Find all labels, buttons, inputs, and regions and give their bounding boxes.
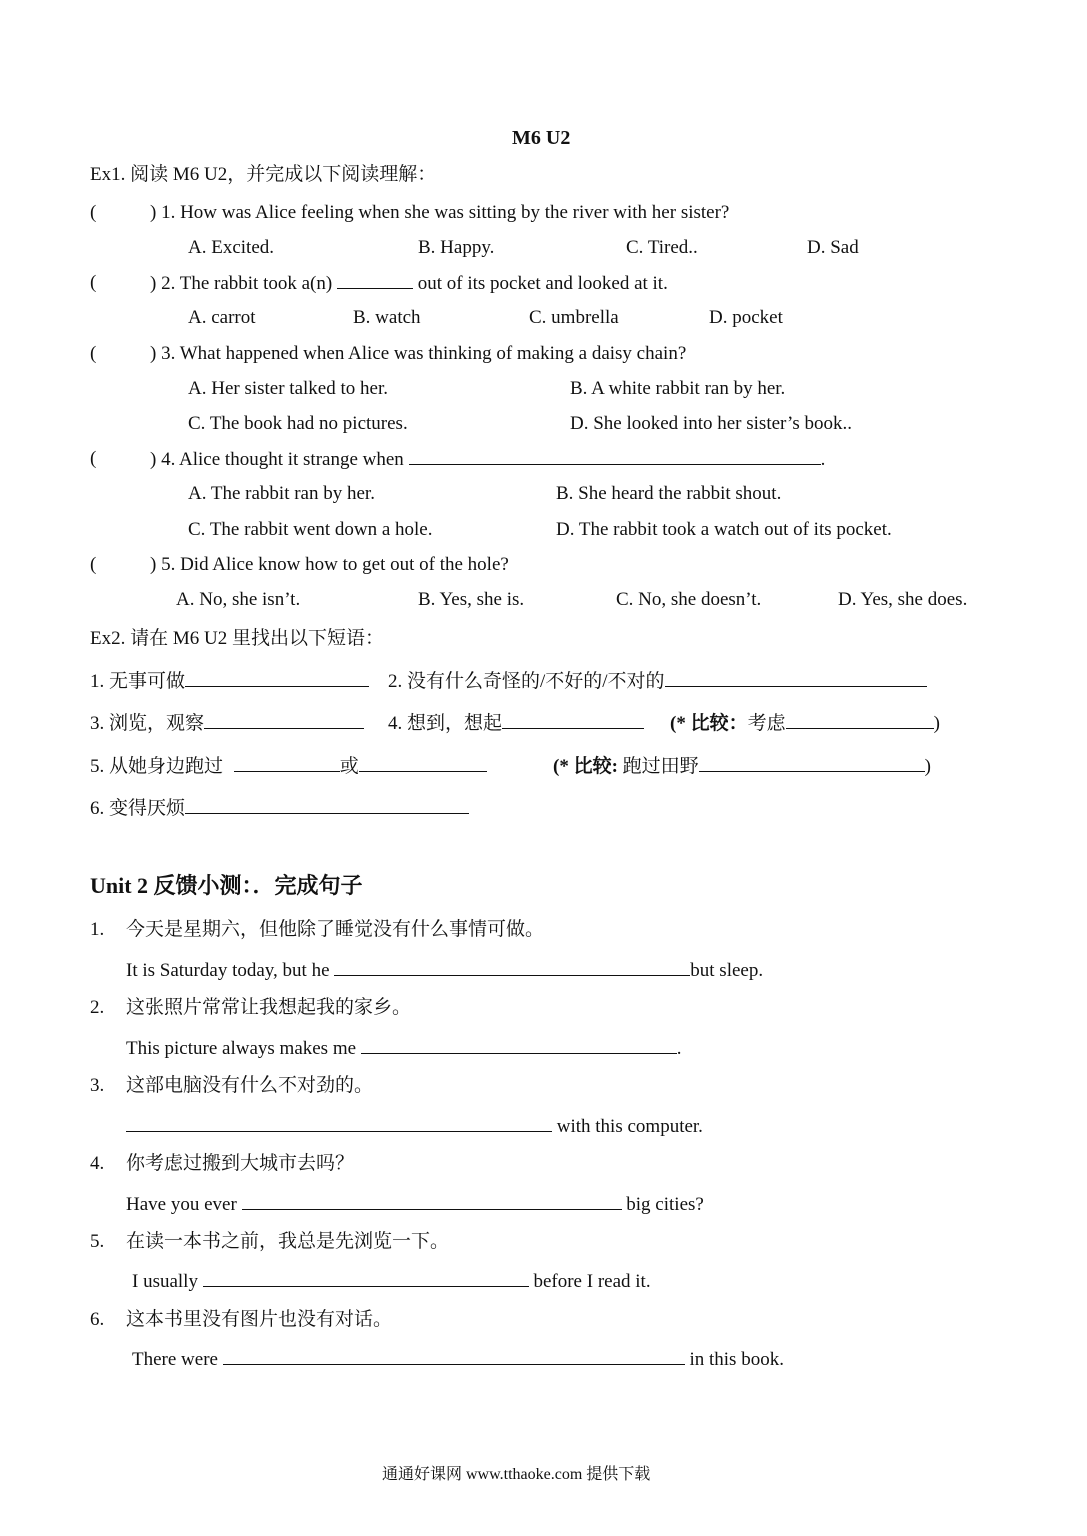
answer-blank[interactable] (699, 754, 925, 772)
english-post: big cities? (626, 1194, 704, 1215)
phrase-4-label: 4. 想到，想起 (388, 713, 503, 734)
answer-blank[interactable] (665, 669, 927, 687)
ex1-heading: Ex1. 阅读 M6 U2，并完成以下阅读理解： (90, 164, 437, 185)
english-post: in this book. (689, 1349, 784, 1370)
phrase-4 (388, 711, 644, 736)
answer-blank[interactable] (409, 447, 821, 465)
answer-blank[interactable] (242, 1192, 622, 1210)
item-5-english (132, 1269, 651, 1294)
english-pre: There were (132, 1349, 218, 1370)
q3-option-b: B. A white rabbit ran by her. (570, 378, 786, 399)
english-post: before I read it. (533, 1271, 651, 1292)
answer-blank[interactable] (185, 669, 369, 687)
answer-blank[interactable] (223, 1347, 685, 1365)
question-5: ) 5. Did Alice know how to get out of the hole? (150, 554, 509, 575)
q3-option-c: C. The book had no pictures. (188, 413, 408, 434)
question-1: ) 1. How was Alice feeling when she was sitting by the river with her sister? (150, 202, 730, 223)
q2-option-b: B. watch (353, 307, 421, 328)
q4-text-pre: ) 4. Alice thought it strange when (150, 449, 404, 470)
q1-option-d: D. Sad (807, 237, 859, 258)
answer-paren: ( (90, 272, 97, 293)
compare-open: (* (553, 756, 569, 777)
english-pre: It is Saturday today, but he (126, 960, 330, 981)
phrase-6-label: 6. 变得厌烦 (90, 798, 186, 819)
q5-option-b: B. Yes, she is. (418, 589, 525, 610)
q2-option-c: C. umbrella (529, 307, 619, 328)
item-6-chinese: 这本书里没有图片也没有对话。 (126, 1309, 393, 1330)
answer-paren: ( (90, 448, 97, 469)
answer-paren: ( (90, 202, 97, 223)
answer-blank[interactable] (361, 1036, 677, 1054)
item-4-chinese: 你考虑过搬到大城市去吗？ (126, 1153, 355, 1174)
item-number: 2. (90, 997, 105, 1018)
q5-option-c: C. No, she doesn’t. (616, 589, 762, 610)
phrase-1 (90, 669, 369, 694)
q4-option-d: D. The rabbit took a watch out of its pocket. (556, 519, 892, 540)
q4-text-post: . (820, 449, 826, 470)
phrase-5 (90, 754, 487, 779)
item-5-chinese: 在读一本书之前，我总是先浏览一下。 (126, 1231, 450, 1252)
compare-label: 比较： (690, 713, 748, 734)
q5-option-a: A. No, she isn’t. (176, 589, 301, 610)
answer-blank[interactable] (359, 754, 487, 772)
ex2-heading: Ex2. 请在 M6 U2 里找出以下短语： (90, 628, 384, 649)
phrase-3-label: 3. 浏览，观察 (90, 713, 205, 734)
item-1-chinese: 今天是星期六，但他除了睡觉没有什么事情可做。 (126, 919, 545, 940)
question-4 (150, 447, 825, 472)
item-number: 5. (90, 1231, 105, 1252)
answer-blank[interactable] (126, 1114, 552, 1132)
q2-text-pre: ) 2. The rabbit took a(n) (150, 273, 333, 294)
answer-blank[interactable] (234, 754, 340, 772)
phrase-3 (90, 711, 364, 736)
q4-option-a: A. The rabbit ran by her. (188, 483, 375, 504)
item-2-english (126, 1036, 682, 1061)
compare-text: 跑过田野 (622, 756, 699, 777)
q2-option-d: D. pocket (709, 307, 783, 328)
answer-paren: ( (90, 554, 97, 575)
q1-option-c: C. Tired.. (626, 237, 698, 258)
item-3-chinese: 这部电脑没有什么不对劲的。 (126, 1075, 374, 1096)
page-footer: 通通好课网 www.tthaoke.com 提供下载 (382, 1466, 651, 1483)
english-post: . (676, 1038, 682, 1059)
answer-paren: ( (90, 343, 97, 364)
compare-close: ) (924, 756, 931, 777)
question-3: ) 3. What happened when Alice was thinking of making a daisy chain? (150, 343, 687, 364)
q1-option-a: A. Excited. (188, 237, 275, 258)
item-number: 3. (90, 1075, 105, 1096)
q2-text-post: out of its pocket and looked at it. (417, 273, 668, 294)
item-number: 4. (90, 1153, 105, 1174)
item-4-english (126, 1192, 704, 1217)
item-1-english (126, 958, 763, 983)
item-number: 6. (90, 1309, 105, 1330)
item-3-english (126, 1114, 703, 1139)
phrase-5-label: 5. 从她身边跑过 (90, 756, 224, 777)
q5-option-d: D. Yes, she does. (838, 589, 968, 610)
answer-blank[interactable] (203, 1269, 529, 1287)
question-2 (150, 271, 668, 296)
english-pre: Have you ever (126, 1194, 237, 1215)
answer-blank[interactable] (334, 958, 690, 976)
answer-blank[interactable] (337, 271, 413, 289)
compare-1 (670, 711, 940, 736)
answer-blank[interactable] (204, 711, 364, 729)
q3-option-a: A. Her sister talked to her. (188, 378, 388, 399)
compare-2 (553, 754, 931, 779)
english-pre: I usually (132, 1271, 198, 1292)
compare-close: ) (933, 713, 940, 734)
english-pre: This picture always makes me (126, 1038, 357, 1059)
answer-blank[interactable] (502, 711, 644, 729)
item-2-chinese: 这张照片常常让我想起我的家乡。 (126, 997, 412, 1018)
q4-option-b: B. She heard the rabbit shout. (556, 483, 782, 504)
page-title: M6 U2 (512, 127, 571, 149)
phrase-1-label: 1. 无事可做 (90, 671, 186, 692)
item-number: 1. (90, 919, 105, 940)
q1-option-b: B. Happy. (418, 237, 495, 258)
q3-option-d: D. She looked into her sister’s book.. (570, 413, 852, 434)
compare-open: (* (670, 713, 686, 734)
answer-blank[interactable] (786, 711, 934, 729)
phrase-2 (388, 669, 927, 694)
q4-option-c: C. The rabbit went down a hole. (188, 519, 433, 540)
unit2-heading: Unit 2 反馈小测：．完成句子 (90, 873, 363, 898)
english-post: but sleep. (690, 960, 764, 981)
item-6-english (132, 1347, 784, 1372)
answer-blank[interactable] (185, 796, 469, 814)
q2-option-a: A. carrot (188, 307, 256, 328)
phrase-2-label: 2. 没有什么奇怪的/不好的/不对的 (388, 671, 665, 692)
phrase-6 (90, 796, 469, 821)
compare-label: 比较: (573, 756, 618, 777)
or-text: 或 (339, 756, 359, 777)
compare-text: 考虑 (747, 713, 786, 734)
english-post: with this computer. (556, 1116, 703, 1137)
